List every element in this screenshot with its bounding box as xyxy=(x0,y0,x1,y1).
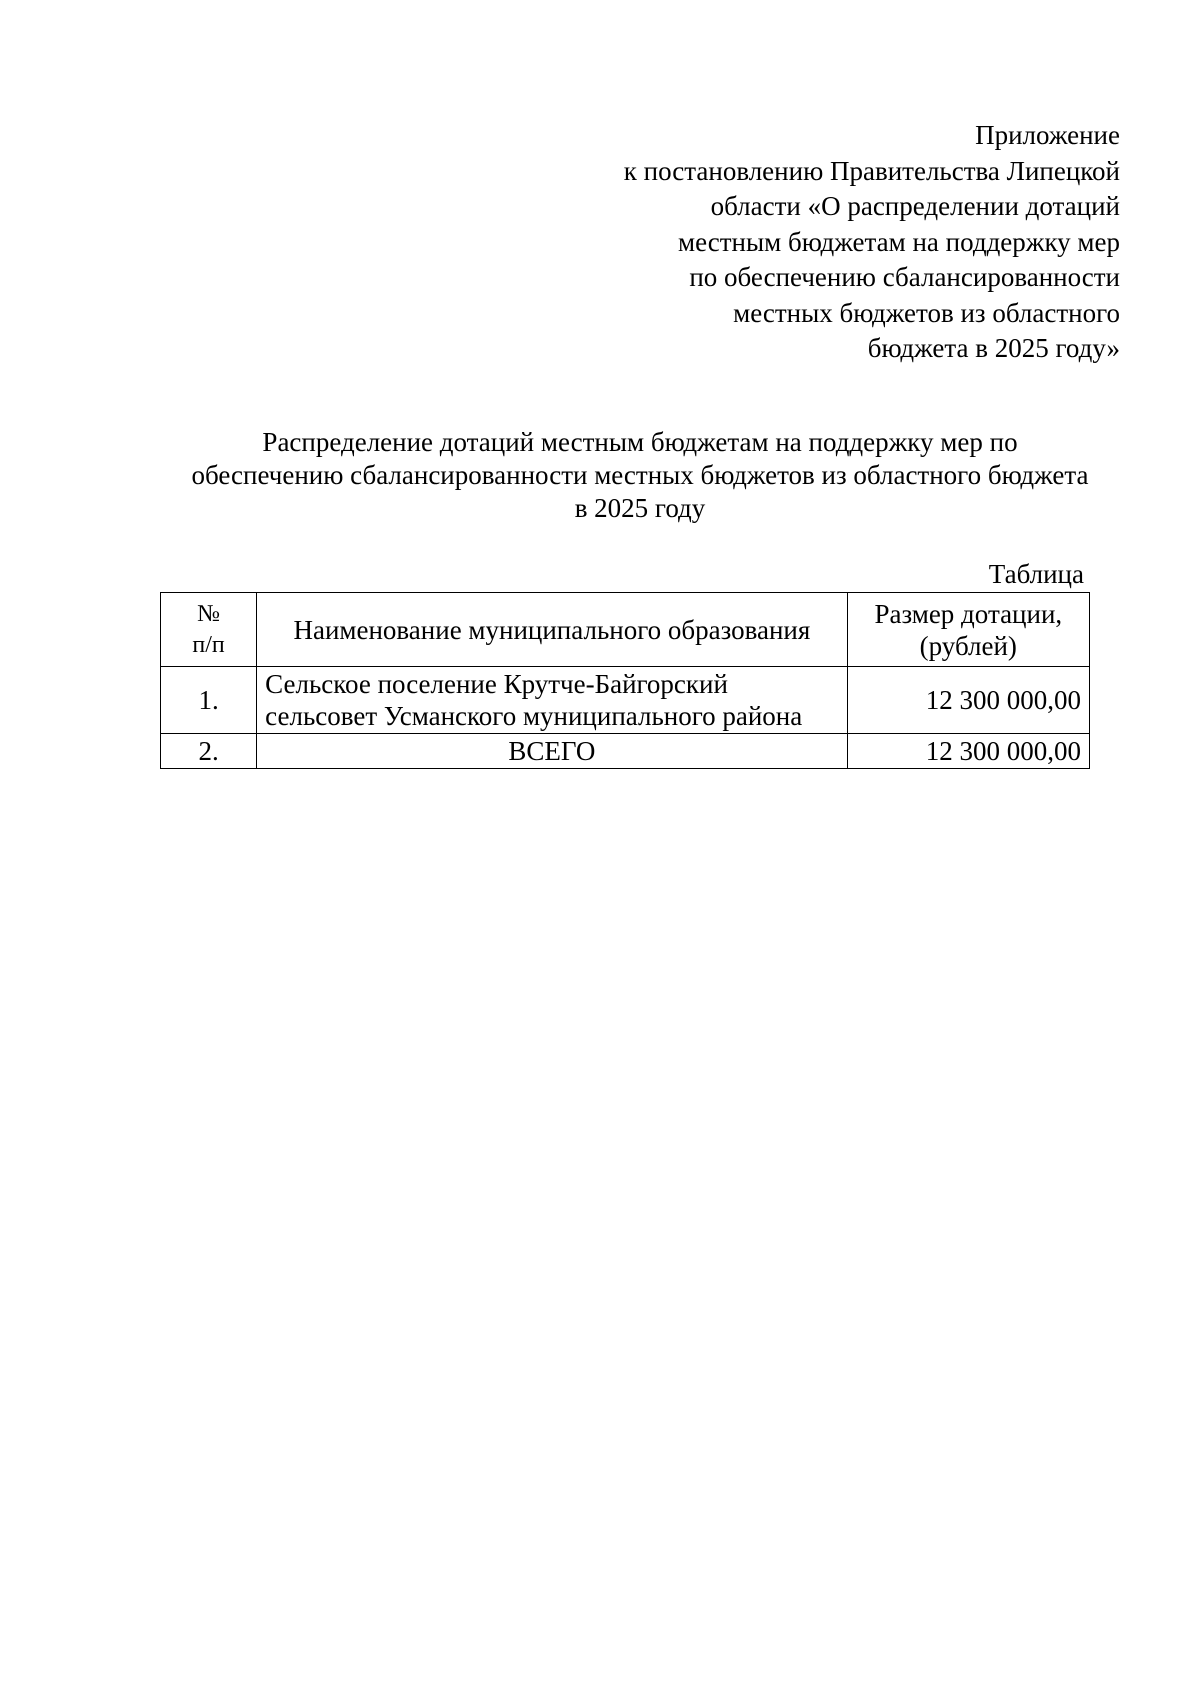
document-title xyxy=(160,426,1120,525)
row-municipality-name xyxy=(257,667,847,734)
title-line: Распределение дотаций местным бюджетам на поддержку мер по xyxy=(262,427,1018,457)
header-number-line: № xyxy=(197,600,221,627)
header-number xyxy=(161,593,257,667)
row-name-line: Сельское поселение Крутче-Байгорский xyxy=(265,669,728,699)
row-total-amount: 12 300 000,00 xyxy=(847,734,1089,769)
title-line: обеспечению сбалансированности местных бюджетов из областного бюджета xyxy=(191,460,1089,490)
header-municipality-name: Наименование муниципального образования xyxy=(257,593,847,667)
appendix-line: местным бюджетам на поддержку мер xyxy=(678,226,1120,257)
appendix-line: области «О распределении дотаций xyxy=(710,191,1120,221)
table-header-row xyxy=(161,593,1090,667)
appendix-line: к постановлению Правительства Липецкой xyxy=(623,155,1120,186)
appendix-line: местных бюджетов из областного xyxy=(733,297,1120,328)
appendix-header xyxy=(500,118,1120,367)
header-number-line: п/п xyxy=(192,631,225,658)
table-caption: Таблица xyxy=(988,559,1084,589)
row-grant-amount: 12 300 000,00 xyxy=(847,667,1089,734)
header-grant-amount xyxy=(847,593,1089,667)
appendix-line: по обеспечению сбалансированности xyxy=(689,262,1120,292)
table-row xyxy=(161,667,1090,734)
table-row-total xyxy=(161,734,1090,769)
row-total-label: ВСЕГО xyxy=(257,734,847,769)
header-amount-line: Размер дотации, xyxy=(874,598,1063,629)
header-amount-line: (рублей) xyxy=(919,630,1017,661)
appendix-line: Приложение xyxy=(975,120,1120,150)
appendix-line: бюджета в 2025 году» xyxy=(867,333,1120,363)
row-number: 1. xyxy=(161,667,257,734)
row-number: 2. xyxy=(161,734,257,769)
allocation-table xyxy=(160,592,1090,769)
title-line: в 2025 году xyxy=(574,493,706,523)
row-name-line: сельсовет Усманского муниципального района xyxy=(265,701,803,731)
